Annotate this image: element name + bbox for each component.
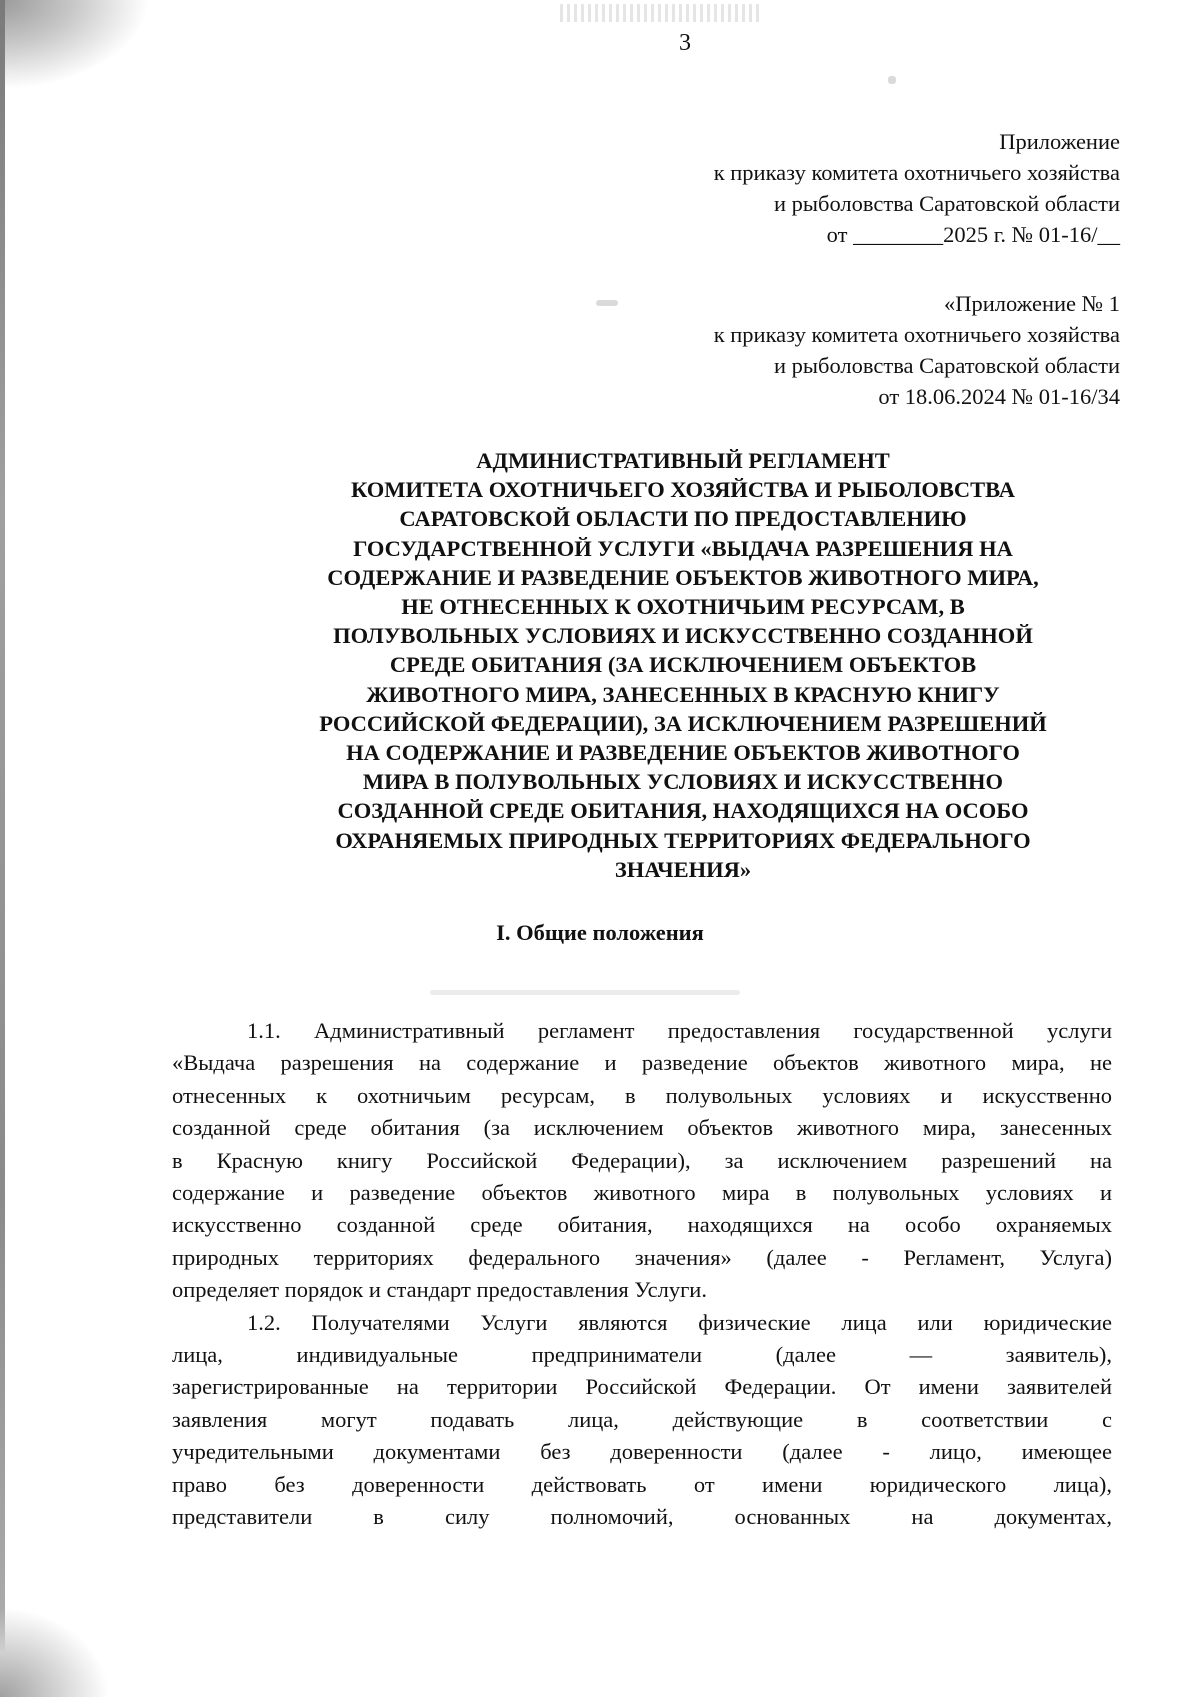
approval-line: от 18.06.2024 № 01-16/34	[878, 384, 1120, 409]
title-line: СОДЕРЖАНИЕ И РАЗВЕДЕНИЕ ОБЪЕКТОВ ЖИВОТНОГО МИРА,	[327, 564, 1039, 590]
title-line: ОХРАНЯЕМЫХ ПРИРОДНЫХ ТЕРРИТОРИЯХ ФЕДЕРАЛЬНОГО	[335, 827, 1031, 853]
paragraph-line: лица, индивидуальные предприниматели (далее — заявитель),	[172, 1342, 1112, 1368]
scan-shadow-top-left	[0, 0, 150, 90]
document-body	[172, 1015, 1112, 1534]
approval-stamp-original	[560, 288, 1120, 412]
paragraph-line: зарегистрированные на территории Российской Федерации. От имени заявителей	[172, 1374, 1112, 1400]
paragraph-line: природных территориях федерального значения» (далее - Регламент, Услуга)	[172, 1244, 1112, 1270]
title-line: ПОЛУВОЛЬНЫХ УСЛОВИЯХ И ИСКУССТВЕННО СОЗДАННОЙ	[333, 623, 1033, 649]
paragraph-line: определяет порядок и стандарт предоставления Услуги.	[172, 1277, 707, 1303]
approval-line: и рыболовства Саратовской области	[774, 191, 1120, 216]
scan-noise-top	[560, 4, 760, 22]
title-line: ЖИВОТНОГО МИРА, ЗАНЕСЕННЫХ В КРАСНУЮ КНИГУ	[366, 681, 1000, 707]
paragraph-line: содержание и разведение объектов животного мира в полувольных условиях и	[172, 1180, 1112, 1206]
title-line: МИРА В ПОЛУВОЛЬНЫХ УСЛОВИЯХ И ИСКУССТВЕННО	[362, 769, 1004, 795]
approval-line: от ________2025 г. № 01-16/__	[826, 222, 1120, 247]
approval-line: к приказу комитета охотничьего хозяйства	[713, 160, 1120, 185]
section-heading: I. Общие положения	[496, 920, 704, 945]
approval-line: и рыболовства Саратовской области	[774, 353, 1120, 378]
paragraph-1-1	[172, 1015, 1112, 1307]
paragraph-line: право без доверенности действовать от имени юридического лица),	[172, 1471, 1112, 1497]
title-line: САРАТОВСКОЙ ОБЛАСТИ ПО ПРЕДОСТАВЛЕНИЮ	[399, 506, 967, 532]
document-title	[248, 446, 1118, 884]
scan-edge-left	[0, 0, 5, 1697]
scan-speck	[888, 76, 896, 84]
approval-line: «Приложение № 1	[944, 291, 1120, 316]
paragraph-1-2	[172, 1307, 1112, 1534]
title-line: НЕ ОТНЕСЕННЫХ К ОХОТНИЧЬИМ РЕСУРСАМ, В	[401, 594, 965, 620]
title-line: КОМИТЕТА ОХОТНИЧЬЕГО ХОЗЯЙСТВА И РЫБОЛОВСТВА	[351, 477, 1015, 503]
scan-speck	[430, 990, 740, 995]
approval-line: к приказу комитета охотничьего хозяйства	[713, 322, 1120, 347]
title-line: СОЗДАННОЙ СРЕДЕ ОБИТАНИЯ, НАХОДЯЩИХСЯ НА ОСОБО	[337, 798, 1029, 824]
paragraph-line: отнесенных к охотничьим ресурсам, в полувольных условиях и искусственно	[172, 1082, 1112, 1108]
paragraph-line: созданной среде обитания (за исключением объектов животного мира, занесенных	[172, 1115, 1112, 1141]
page-number: 3	[679, 30, 691, 56]
scan-shadow-bottom-left	[0, 1607, 110, 1697]
title-line: СРЕДЕ ОБИТАНИЯ (ЗА ИСКЛЮЧЕНИЕМ ОБЪЕКТОВ	[389, 652, 977, 678]
paragraph-line: заявления могут подавать лица, действующие в соответствии с	[172, 1406, 1112, 1432]
paragraph-line: 1.1. Административный регламент предоставления государственной услуги	[247, 1018, 1112, 1043]
approval-line: Приложение	[999, 129, 1120, 154]
title-line: ГОСУДАРСТВЕННОЙ УСЛУГИ «ВЫДАЧА РАЗРЕШЕНИЯ НА	[353, 535, 1013, 561]
paragraph-line: «Выдача разрешения на содержание и разведение объектов животного мира, не	[172, 1050, 1112, 1076]
paragraph-line: представители в силу полномочий, основанных на документах,	[172, 1504, 1112, 1530]
paragraph-line: в Красную книгу Российской Федерации), за исключением разрешений на	[172, 1147, 1112, 1173]
title-line: ЗНАЧЕНИЯ»	[614, 856, 752, 882]
paragraph-line: учредительными документами без доверенности (далее - лицо, имеющее	[172, 1439, 1112, 1465]
title-line: НА СОДЕРЖАНИЕ И РАЗВЕДЕНИЕ ОБЪЕКТОВ ЖИВОТНОГО	[346, 740, 1020, 766]
approval-stamp-current	[560, 126, 1120, 250]
paragraph-line: искусственно созданной среде обитания, находящихся на особо охраняемых	[172, 1212, 1112, 1238]
title-line: АДМИНИСТРАТИВНЫЙ РЕГЛАМЕНТ	[476, 448, 890, 473]
paragraph-line: 1.2. Получателями Услуги являются физические лица или юридические	[247, 1309, 1112, 1335]
title-line: РОССИЙСКОЙ ФЕДЕРАЦИИ), ЗА ИСКЛЮЧЕНИЕМ РАЗРЕШЕНИЙ	[319, 710, 1047, 736]
